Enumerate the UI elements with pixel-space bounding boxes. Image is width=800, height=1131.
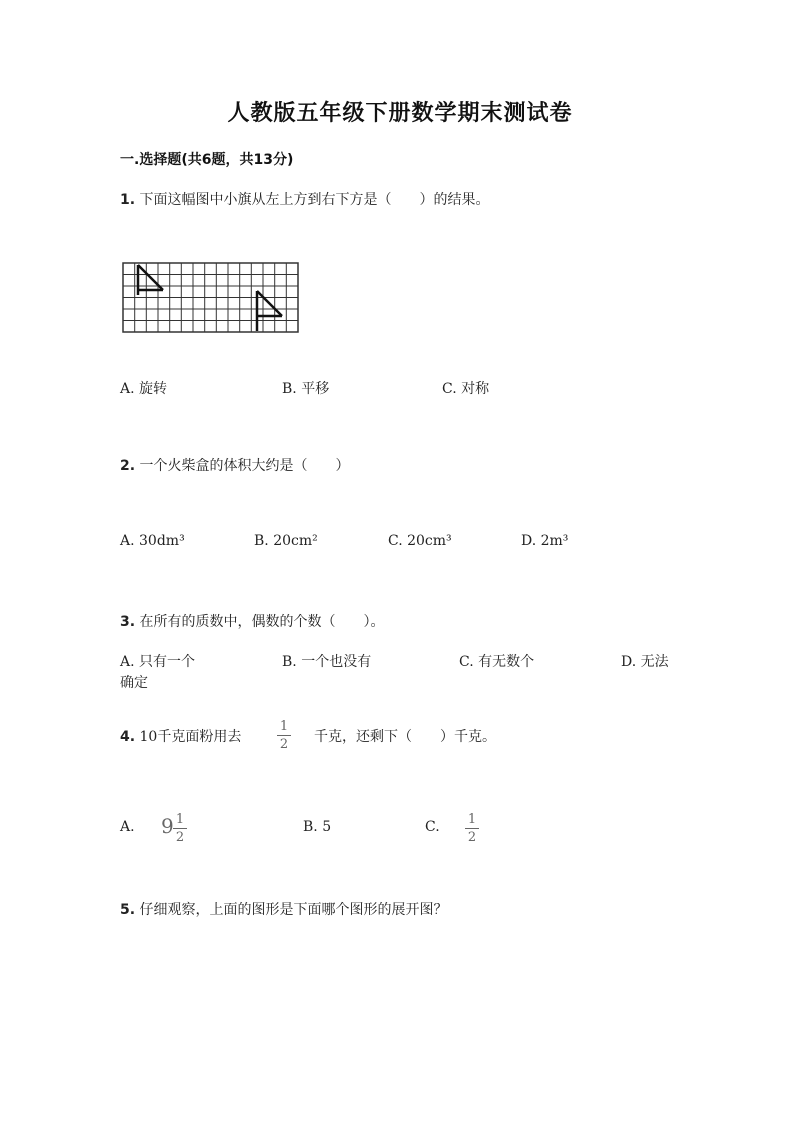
option-b[interactable]: B. 一个也没有 — [282, 654, 372, 670]
mixed-number-whole: 9 — [161, 814, 174, 838]
question-number: 1. — [120, 192, 136, 208]
option-c[interactable]: C. — [425, 819, 440, 835]
question-text: 在所有的质数中，偶数的个数（ ）。 — [139, 614, 385, 630]
option-c[interactable]: C. 20cm³ — [388, 533, 452, 549]
fraction-one-half — [277, 719, 291, 752]
option-a[interactable]: A. 旋转 — [120, 381, 168, 397]
option-c-fraction — [465, 812, 479, 845]
option-a[interactable]: A. — [120, 819, 135, 835]
grid-lines — [123, 263, 298, 332]
fraction-bar — [173, 828, 187, 829]
question-number: 4. — [120, 729, 136, 745]
option-a[interactable]: A. 30dm³ — [120, 533, 185, 549]
option-d[interactable]: D. 2m³ — [521, 533, 569, 549]
question-4-text-before — [120, 726, 241, 746]
fraction-denominator: 2 — [467, 830, 477, 845]
flag-top-left — [138, 265, 163, 295]
option-c[interactable]: C. 有无数个 — [459, 654, 535, 670]
option-b[interactable]: B. 20cm² — [254, 533, 318, 549]
question-text: 一个火柴盒的体积大约是（ ） — [139, 458, 350, 474]
option-d[interactable]: D. 无法 — [621, 654, 669, 670]
question-1 — [120, 189, 490, 209]
question-number: 5. — [120, 902, 136, 918]
page-title: 人教版五年级下册数学期末测试卷 — [227, 101, 573, 126]
question-number: 2. — [120, 458, 136, 474]
question-number: 3. — [120, 614, 136, 630]
question-3 — [120, 611, 385, 631]
fraction-numerator: 1 — [279, 719, 289, 734]
fraction-denominator: 2 — [279, 737, 289, 752]
question-4-text-after: 千克，还剩下（ ）千克。 — [314, 729, 496, 745]
option-b[interactable]: B. 平移 — [282, 381, 330, 397]
flag-grid-figure — [122, 262, 300, 334]
mixed-number-fraction — [173, 812, 187, 845]
fraction-numerator: 1 — [175, 812, 185, 827]
section-heading: 一.选择题(共6题，共13分) — [120, 152, 294, 168]
fraction-bar — [465, 828, 479, 829]
question-2 — [120, 455, 350, 475]
fraction-bar — [277, 735, 291, 736]
question-text: 仔细观察，上面的图形是下面哪个图形的展开图？ — [139, 902, 448, 918]
question-5 — [120, 899, 448, 919]
fraction-denominator: 2 — [175, 830, 185, 845]
option-a[interactable]: A. 只有一个 — [120, 654, 196, 670]
fraction-numerator: 1 — [467, 812, 477, 827]
question-text: 下面这幅图中小旗从左上方到右下方是（ ）的结果。 — [139, 192, 490, 208]
option-c[interactable]: C. 对称 — [442, 381, 490, 397]
question-text: 10千克面粉用去 — [139, 729, 242, 745]
option-d-wrap: 确定 — [120, 675, 148, 691]
option-b[interactable]: B. 5 — [303, 819, 332, 835]
